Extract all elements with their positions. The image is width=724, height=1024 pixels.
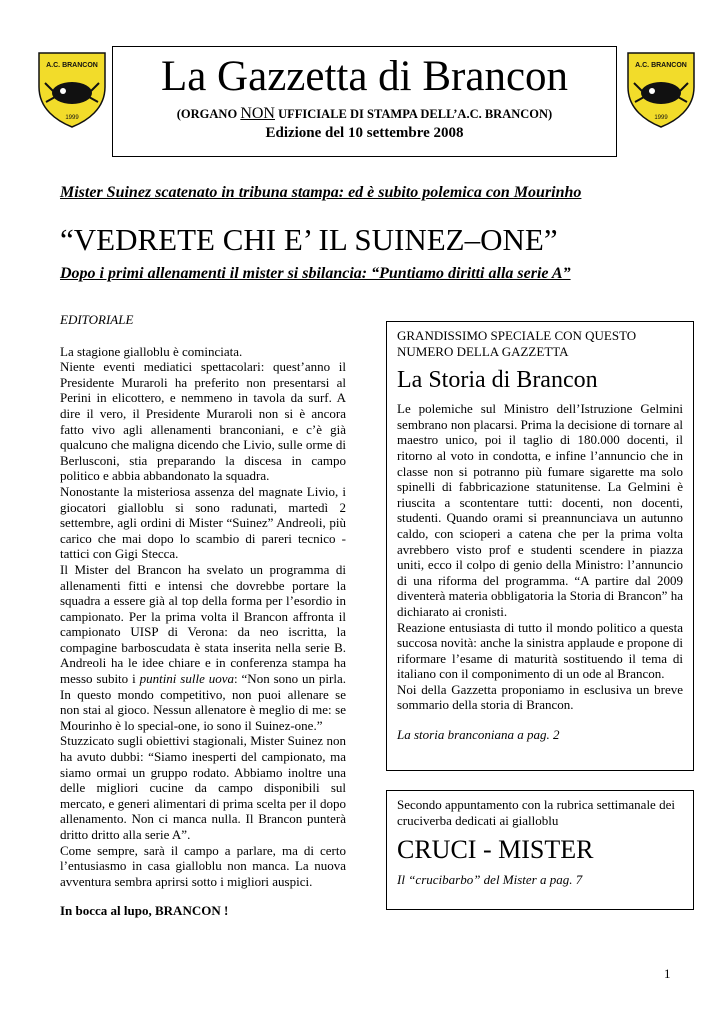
p4-text: Il Mister del Brancon ha svelato un programma di allenamenti fitti e intensi che dovrebbe portare la squadra a essere già al top della forma per l’esordio in campionato. Per la prima volta il Brancon affronta il campionato UISP di Verona: da neo iscritta, la compagine barboscudata è stata inserita nella serie B. Andreoli ha le idee chiare e in conferenza stampa ha messo subito i	[60, 561, 346, 687]
storia-box-paragraph: Noi della Gazzetta proponiamo in esclusiva un breve sommario della storia di Brancon.	[397, 681, 683, 713]
subtitle-part-1: (ORGANO	[176, 107, 241, 121]
newspaper-title: La Gazzetta di Brancon	[160, 53, 569, 100]
article-kicker: Mister Suinez scatenato in tribuna stampa: ed è subito polemica con Mourinho	[60, 184, 582, 201]
edition-date: Edizione del 10 settembre 2008	[265, 125, 464, 141]
logo-year-right: 1999	[654, 115, 668, 121]
storia-box-paragraph: Le polemiche sul Ministro dell’Istruzione Gelmini sembrano non placarsi. Prima la decisione di tornare al maestro unico, poi il taglio di 180.000 docenti, il ritorno al voto in condotta, e infine l’annuncio che in classe non si potranno più fumare sigarette ma solo spinelli di fabbricazione statunitense. La Gelmini è riuscita a scontentare tutti: docenti, non docenti, studenti. Quando orami si preannunciava un autunno caldo, con scioperi a catena che per la prima volta avrebbero visto prof e studenti scendere in piazza uniti, ecco il colpo di genio della Ministro: l’annuncio di una riforma del programma. “A partire dal 2009 diventerà materia obbligatoria la Storia di Brancon” ha dichiarato ai cronisti.	[397, 401, 683, 619]
editorial-paragraph	[60, 562, 346, 734]
article-headline: “VEDRETE CHI E’ IL SUINEZ–ONE”	[60, 222, 558, 257]
newspaper-subtitle	[113, 105, 616, 123]
editorial-paragraph: Stuzzicato sugli obiettivi stagionali, Mister Suinez non ha avuto dubbi: “Siamo inesperti del campionato, ma siamo ormai un gruppo rodato. Abbiamo inoltre una delle migliori cucine da campo disponibili sul mercato, e generi alimentari di prima scelta per il dopo allenamento. Non ci manca nulla. Il Brancon punterà dritto dritto alla serie A”.	[60, 733, 346, 842]
masthead	[112, 46, 617, 157]
editorial-label: EDITORIALE	[60, 312, 134, 327]
club-logo-right	[624, 47, 698, 129]
subtitle-part-2: UFFICIALE DI STAMPA DELL’A.C. BRANCON)	[274, 107, 553, 121]
editorial-paragraph: Come sempre, sarà il campo a parlare, ma di certo l’entusiasmo in casa gialloblu non manca. La nuova avventura sembra aprirsi sotto i migliori auspici.	[60, 842, 346, 889]
cruci-box	[386, 790, 694, 910]
storia-box-kicker: GRANDISSIMO SPECIALE CON QUESTO NUMERO DELLA GAZZETTA	[397, 328, 637, 359]
storia-box	[386, 321, 694, 771]
editorial-paragraph: Niente eventi mediatici spettacolari: quest’anno il Presidente Muraroli ha preferito non presentarsi al Perini in elicottero, e nemmeno in tavola da surf. A dire il vero, il Presidente Muraroli non si è ancora fatto vivo agli allenamenti branconiani, e c’è già qualcuno che maligna dicendo che Livio, sulle orme di Berlusconi, stia preparando la discesa in campo politico e abbia abbandonato la squadra.	[60, 359, 346, 484]
storia-box-paragraph: Reazione entusiasta di tutto il mondo politico a questa succosa novità: anche la sinistra applaude e propone di riformare l’esame di maturità sostituendo il tema di italiano con il componimento di un ode al Brancon.	[397, 619, 683, 682]
storia-box-title: La Storia di Brancon	[397, 367, 598, 394]
cruci-box-title: CRUCI - MISTER	[397, 835, 594, 865]
editorial-closing: In bocca al lupo, BRANCON !	[60, 903, 229, 919]
editorial-paragraph: Nonostante la misteriosa assenza del magnate Livio, i giocatori gialloblu si sono radunati, martedì 2 settembre, agli ordini di Mister “Suinez” Andreoli, più carico che mai dopo lo scambio di pareri tecnico - tattici con Gigi Stecca.	[60, 483, 346, 562]
cruci-box-kicker: Secondo appuntamento con la rubrica settimanale dei cruciverba dedicati ai gialloblu	[397, 797, 675, 828]
p4-text-end: : “Non sono un pirla. In questo mondo competitivo, non puoi allenare se non stai al gioco. Nessun allenatore è meglio di me: se Mourinho è lo special-one, io sono il Suinez-one.”	[60, 671, 346, 733]
logo-text-right: A.C. BRANCON	[635, 62, 687, 69]
cruci-box-page-ref: Il “crucibarbo” del Mister a pag. 7	[397, 872, 583, 888]
article-subhead: Dopo i primi allenamenti il mister si sbilancia: “Puntiamo diritti alla serie A”	[60, 265, 571, 282]
storia-box-page-ref: La storia branconiana a pag. 2	[397, 727, 560, 743]
subtitle-non: NON	[240, 105, 275, 122]
page-number: 1	[664, 966, 671, 981]
p4-italic: puntini sulle uova	[139, 671, 235, 687]
logo-text-left: A.C. BRANCON	[46, 62, 98, 69]
editorial-paragraph: La stagione gialloblu è cominciata.	[60, 343, 243, 359]
club-logo-left	[35, 47, 109, 129]
logo-year-left: 1999	[65, 115, 79, 121]
editorial-column	[60, 312, 346, 919]
